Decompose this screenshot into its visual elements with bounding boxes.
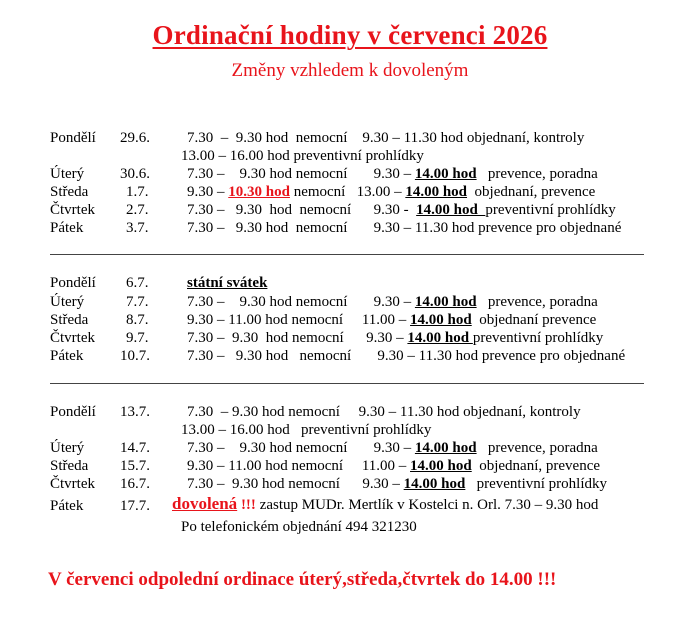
hours-text-part: 7.30 – 9.30 hod nemocní 9.30 – xyxy=(187,476,404,492)
hours-text-part: 9.30 – 11.00 hod nemocní 11.00 – xyxy=(187,312,411,328)
hours-text-part: 7.30 – 9.30 hod nemocní 9.30 - xyxy=(187,202,417,218)
day-name: Středa xyxy=(50,458,89,474)
emphasized-hours: 14.00 hod xyxy=(414,166,477,182)
hours-text xyxy=(187,328,603,348)
hours-note: preventivní prohlídky xyxy=(485,202,616,218)
page-title: Ordinační hodiny v červenci 2026 xyxy=(152,20,548,50)
hours-text xyxy=(172,494,598,515)
hours-text-part: 7.30 – 9.30 hod nemocní 9.30 – xyxy=(187,440,415,456)
day-name: Úterý xyxy=(50,440,85,456)
hours-note: preventivní prohlídky xyxy=(472,330,604,346)
date: 3.7. xyxy=(126,220,149,236)
day-name: Pátek xyxy=(50,220,84,236)
hours-text xyxy=(187,182,595,202)
date: 15.7. xyxy=(120,458,150,474)
hours-text xyxy=(187,438,598,458)
date: 30.6. xyxy=(120,166,150,182)
hours-text: 7.30 – 9.30 hod nemocní 9.30 – 11.30 hod prevence pro objednané xyxy=(187,348,626,364)
hours-text-part: 7.30 – 9.30 hod nemocní 9.30 – xyxy=(187,166,415,182)
date: 13.7. xyxy=(120,404,150,420)
emphasized-hours: 14.00 hod xyxy=(414,440,477,456)
hours-text-part: 7.30 – 9.30 hod nemocní 9.30 – xyxy=(187,294,415,310)
footer-notice: V červenci odpolední ordinace úterý,středa,čtvrtek do 14.00 !!! xyxy=(48,569,557,590)
date: 17.7. xyxy=(120,498,150,514)
changed-hours: 10.30 hod xyxy=(228,184,290,200)
hours-text xyxy=(187,310,596,330)
hours-note: objednaní prevence xyxy=(471,312,597,328)
hours-text: 7.30 – 9.30 hod nemocní 9.30 – 11.30 hod objednaní, kontroly xyxy=(187,404,581,420)
day-name: Pátek xyxy=(50,498,84,514)
hours-text xyxy=(187,474,607,494)
hours-text-part: nemocní 13.00 – xyxy=(289,184,406,200)
day-name: Úterý xyxy=(50,294,85,310)
day-name: Čtvrtek xyxy=(50,202,95,218)
date: 6.7. xyxy=(126,275,149,291)
day-name: Úterý xyxy=(50,166,85,182)
vacation-label: dovolená xyxy=(172,494,238,513)
day-name: Středa xyxy=(50,312,89,328)
hours-text: Po telefonickém objednání 494 321230 xyxy=(181,519,417,535)
day-name: Čtvrtek xyxy=(50,476,95,492)
hours-text: 7.30 – 9.30 hod nemocní 9.30 – 11.30 hod objednaní, kontroly xyxy=(187,130,585,146)
hours-text xyxy=(187,456,600,476)
emphasized-hours: 14.00 hod xyxy=(416,202,486,218)
date: 14.7. xyxy=(120,440,150,456)
emphasized-hours: 14.00 hod xyxy=(410,458,472,474)
emphasized-hours: státní svátek xyxy=(187,275,268,291)
hours-text: 13.00 – 16.00 hod preventivní prohlídky xyxy=(181,148,424,164)
day-name: Čtvrtek xyxy=(50,330,95,346)
day-name: Pondělí xyxy=(50,275,96,291)
page-subtitle: Změny vzhledem k dovoleným xyxy=(231,60,469,81)
date: 8.7. xyxy=(126,312,149,328)
emphasized-hours: 14.00 hod xyxy=(410,312,472,328)
emphasized-hours: 14.00 hod xyxy=(407,330,473,346)
emphasized-hours: 14.00 hod xyxy=(405,184,468,200)
hours-start: 9.30 – xyxy=(187,184,229,200)
hours-note: prevence, poradna xyxy=(476,294,598,310)
hours-text: 7.30 – 9.30 hod nemocní 9.30 – 11.30 hod prevence pro objednané xyxy=(187,220,622,236)
emphasized-hours: 14.00 hod xyxy=(403,476,466,492)
date: 9.7. xyxy=(126,330,149,346)
hours-text: 13.00 – 16.00 hod preventivní prohlídky xyxy=(181,422,432,438)
day-name: Pondělí xyxy=(50,404,96,420)
date: 29.6. xyxy=(120,130,150,146)
date: 16.7. xyxy=(120,476,150,492)
date: 2.7. xyxy=(126,202,149,218)
day-name: Pátek xyxy=(50,348,84,364)
hours-note: prevence, poradna xyxy=(476,440,598,456)
week-divider xyxy=(50,383,644,384)
hours-note: prevence, poradna xyxy=(476,166,598,182)
hours-note: objednaní, prevence xyxy=(471,458,601,474)
exclamation: !!! xyxy=(237,497,256,513)
day-name: Pondělí xyxy=(50,130,96,146)
hours-note: objednaní, prevence xyxy=(467,184,596,200)
hours-note: preventivní prohlídky xyxy=(465,476,607,492)
emphasized-hours: 14.00 hod xyxy=(414,294,477,310)
hours-text xyxy=(187,292,598,312)
hours-text xyxy=(187,164,598,184)
hours-text xyxy=(187,273,267,293)
date: 7.7. xyxy=(126,294,149,310)
hours-text-part: 7.30 – 9.30 hod nemocní 9.30 – xyxy=(187,330,408,346)
hours-text-part: 9.30 – 11.00 hod nemocní 11.00 – xyxy=(187,458,411,474)
week-divider xyxy=(50,254,644,255)
hours-text xyxy=(187,200,616,220)
date: 10.7. xyxy=(120,348,150,364)
date: 1.7. xyxy=(126,184,149,200)
hours-note: zastup MUDr. Mertlík v Kostelci n. Orl. 7.30 – 9.30 hod xyxy=(255,497,599,513)
day-name: Středa xyxy=(50,184,89,200)
